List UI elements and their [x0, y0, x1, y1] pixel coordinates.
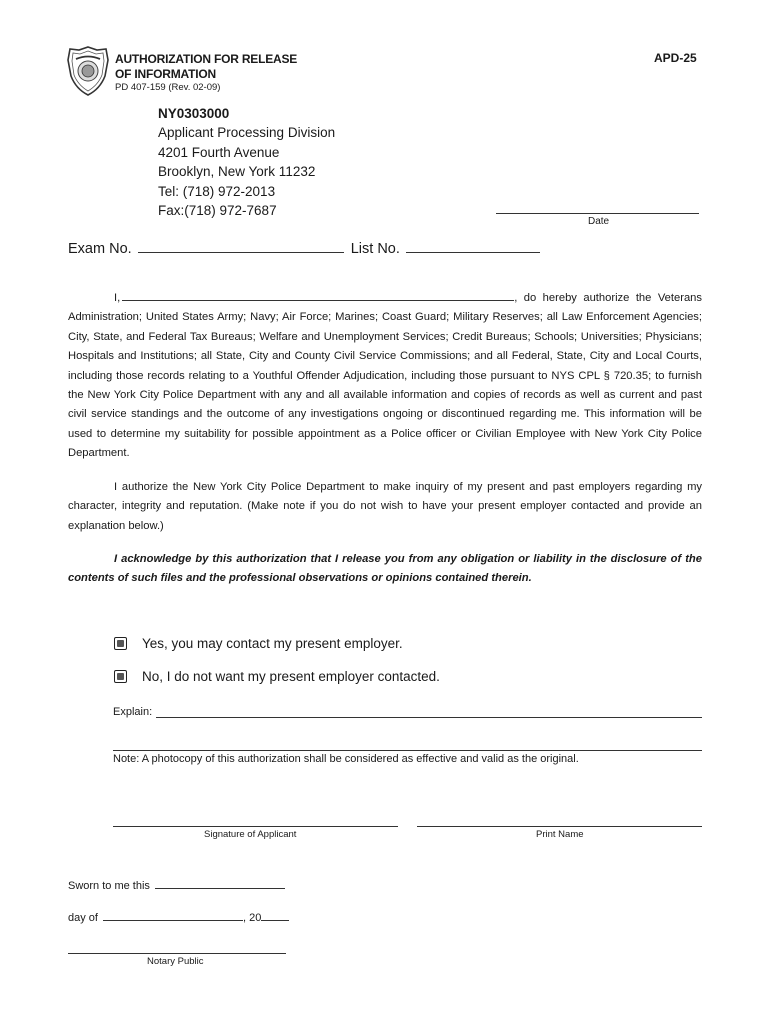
explain-field[interactable] [156, 717, 702, 718]
p3-text: I acknowledge by this authorization that I release you from any obligation or liability in the disclosure of the contents of such files and the professional observations or opinions contained therein. [68, 553, 702, 585]
no-contact-checkbox[interactable] [114, 670, 127, 683]
release-acknowledgement [68, 550, 702, 589]
p1-prefix: I, [114, 292, 121, 304]
form-number: PD 407-159 (Rev. 02-09) [115, 82, 221, 93]
signature-field[interactable] [113, 826, 398, 827]
fax: Fax:(718) 972-7687 [158, 203, 277, 219]
date-field[interactable] [496, 213, 699, 214]
exam-number-field[interactable] [138, 238, 344, 253]
list-label: List No. [350, 241, 400, 257]
year-field[interactable] [261, 909, 289, 921]
employer-inquiry-paragraph [68, 478, 702, 536]
sworn-label: Sworn to me this [68, 880, 150, 892]
form-code: APD-25 [654, 51, 697, 65]
division-name: Applicant Processing Division [158, 125, 336, 141]
address-block [158, 104, 335, 220]
street-address: 4201 Fourth Avenue [158, 144, 280, 160]
print-name-field[interactable] [417, 826, 702, 827]
telephone: Tel: (718) 972-2013 [158, 183, 276, 199]
agency-code: NY0303000 [158, 106, 230, 121]
no-contact-label: No, I do not want my present employer contacted. [142, 669, 440, 684]
explain-field-line-2[interactable] [113, 750, 702, 751]
day-field[interactable] [103, 909, 243, 921]
city-address: Brooklyn, New York 11232 [158, 164, 316, 180]
day-row [68, 909, 289, 924]
sworn-date-field[interactable] [155, 877, 285, 889]
exam-row [68, 238, 540, 257]
form-title: AUTHORIZATION FOR RELEASE OF INFORMATION [115, 52, 298, 81]
date-label: Date [588, 216, 610, 227]
print-name-label: Print Name [536, 829, 584, 840]
sworn-row [68, 877, 285, 892]
notary-signature-field[interactable] [68, 953, 286, 954]
authorization-paragraph [68, 289, 702, 464]
day-label: day of [68, 912, 98, 924]
explain-label: Explain: [113, 706, 153, 718]
list-number-field[interactable] [406, 238, 540, 253]
p2-text: I authorize the New York City Police Department to make inquiry of my present and past employers regarding my character, integrity and reputation. (Make note if you do not wish to have your present employer contacted and provide an explanation below.) [68, 481, 702, 532]
year-prefix: , 20 [243, 912, 262, 924]
applicant-name-field[interactable] [122, 289, 514, 301]
photocopy-note: Note: A photocopy of this authorization shall be considered as effective and valid as the original. [113, 753, 579, 765]
signature-label: Signature of Applicant [204, 829, 297, 840]
nypd-shield-icon [67, 46, 109, 96]
yes-contact-checkbox[interactable] [114, 637, 127, 650]
notary-label: Notary Public [147, 956, 204, 967]
exam-label: Exam No. [68, 241, 132, 257]
yes-contact-label: Yes, you may contact my present employer. [142, 636, 403, 651]
p1-text: , do hereby authorize the Veterans Administration; United States Army; Navy; Air Force; Marines; Coast Guard; Military Reserves; all Law Enforcement Agencies; City, State, and Federal Tax Bureaus; Welfare and Unemployment Services; Credit Bureaus; Schools; Universities; Physicians; Hospitals and Institutions; all State, City and County Civil Service Commissions; and all Federal, State, City and Local Courts, including those records relating to a Youthful Offender Adjudication, including those pursuant to NYS CPL § 720.35; to furnish the New York City Police Department with any and all available information and copies of records as well as current and past civil service standings and the outcome of any investigations ongoing or discontinued regarding me. This information will be used to determine my suitability for possible appointment as a Police officer or Civilian Employee with New York City Police Department. [68, 292, 702, 460]
